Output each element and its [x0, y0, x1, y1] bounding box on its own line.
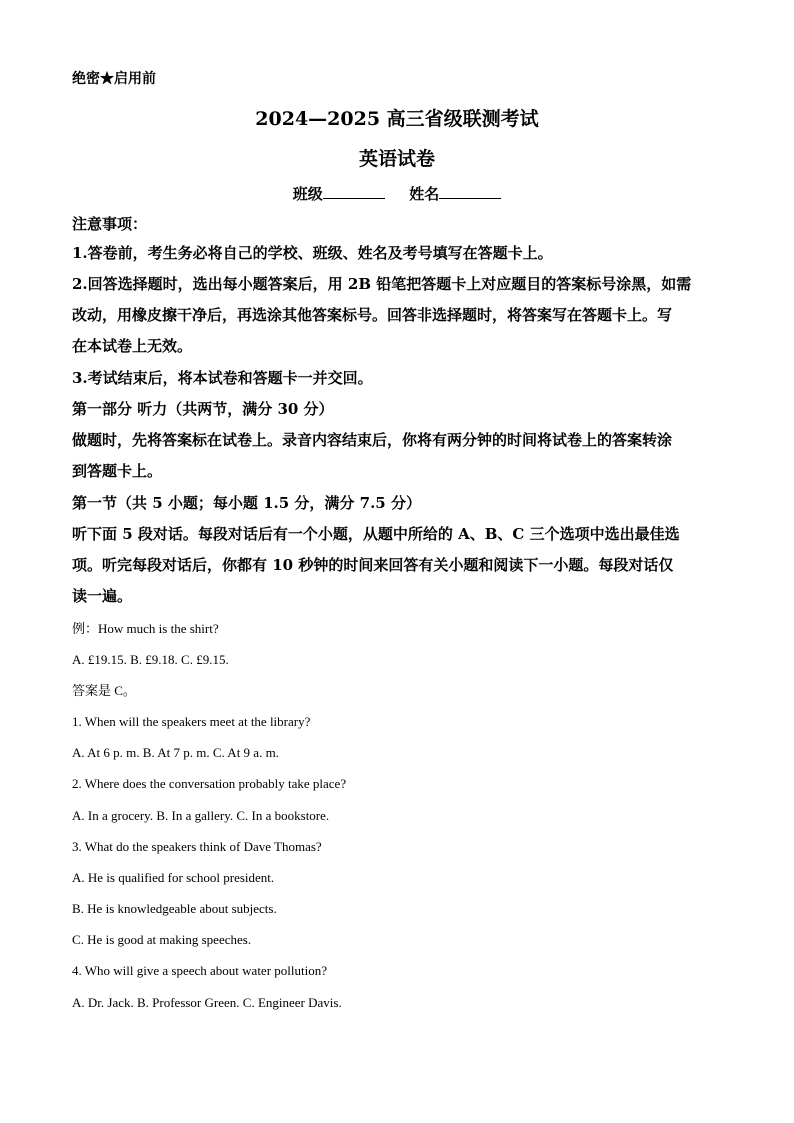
subject-title: 英语试卷 [358, 148, 435, 170]
name-blank [439, 186, 501, 199]
part1-title: 第一部分 听力（共两节，满分 30 分） [72, 400, 334, 418]
notes-item-2-line-1: 2.回答选择题时，选出每小题答案后，用 2B 铅笔把答题卡上对应题目的答案标号涂黑，如需 [72, 275, 692, 293]
part1-instruction-line-2: 到答题卡上。 [72, 462, 163, 480]
notes-item-2-line-3: 在本试卷上无效。 [72, 337, 193, 355]
exam-title: 2024—2025 高三省级联测考试 [255, 108, 539, 130]
class-label: 班级 [292, 185, 323, 203]
confidential-label: 绝密★启用前 [72, 71, 156, 87]
question-2: 2. Where does the conversation probably take place? [72, 776, 347, 791]
part1-instruction-line-1: 做题时，先将答案标在试卷上。录音内容结束后，你将有两分钟的时间将试卷上的答案转涂 [72, 431, 673, 449]
name-label: 姓名 [409, 185, 440, 203]
example-answer: 答案是 C。 [72, 683, 136, 698]
section1-instruction-line-3: 读一遍。 [72, 587, 133, 605]
question-1: 1. When will the speakers meet at the library? [72, 714, 311, 729]
class-blank [323, 186, 385, 199]
notes-item-2-line-2: 改动，用橡皮擦干净后，再选涂其他答案标号。回答非选择题时，将答案写在答题卡上。写 [72, 306, 673, 324]
question-2-options: A. In a grocery. B. In a gallery. C. In a bookstore. [72, 808, 330, 823]
question-3: 3. What do the speakers think of Dave Thomas? [72, 839, 322, 854]
question-4: 4. Who will give a speech about water pollution? [72, 963, 327, 978]
question-3-option-c: C. He is good at making speeches. [72, 932, 252, 947]
notes-item-3: 3.考试结束后，将本试卷和答题卡一并交回。 [72, 369, 373, 387]
section1-instruction-line-2: 项。听完每段对话后，你都有 10 秒钟的时间来回答有关小题和阅读下一小题。每段对话仅 [72, 556, 674, 574]
student-info-line [0, 183, 794, 204]
notes-heading: 注意事项： [72, 215, 148, 233]
question-3-option-a: A. He is qualified for school president. [72, 870, 275, 885]
question-3-option-b: B. He is knowledgeable about subjects. [72, 901, 277, 916]
example-question: 例：How much is the shirt? [72, 621, 219, 636]
section1-title: 第一节（共 5 小题；每小题 1.5 分，满分 7.5 分） [72, 494, 421, 512]
section1-instruction-line-1: 听下面 5 段对话。每段对话后有一个小题，从题中所给的 A、B、C 三个选项中选出最佳选 [72, 525, 680, 543]
notes-item-1: 1.答卷前，考生务必将自己的学校、班级、姓名及考号填写在答题卡上。 [72, 244, 553, 262]
question-4-options: A. Dr. Jack. B. Professor Green. C. Engineer Davis. [72, 995, 342, 1010]
question-1-options: A. At 6 p. m. B. At 7 p. m. C. At 9 a. m. [72, 745, 279, 760]
example-options: A. £19.15. B. £9.18. C. £9.15. [72, 652, 229, 667]
